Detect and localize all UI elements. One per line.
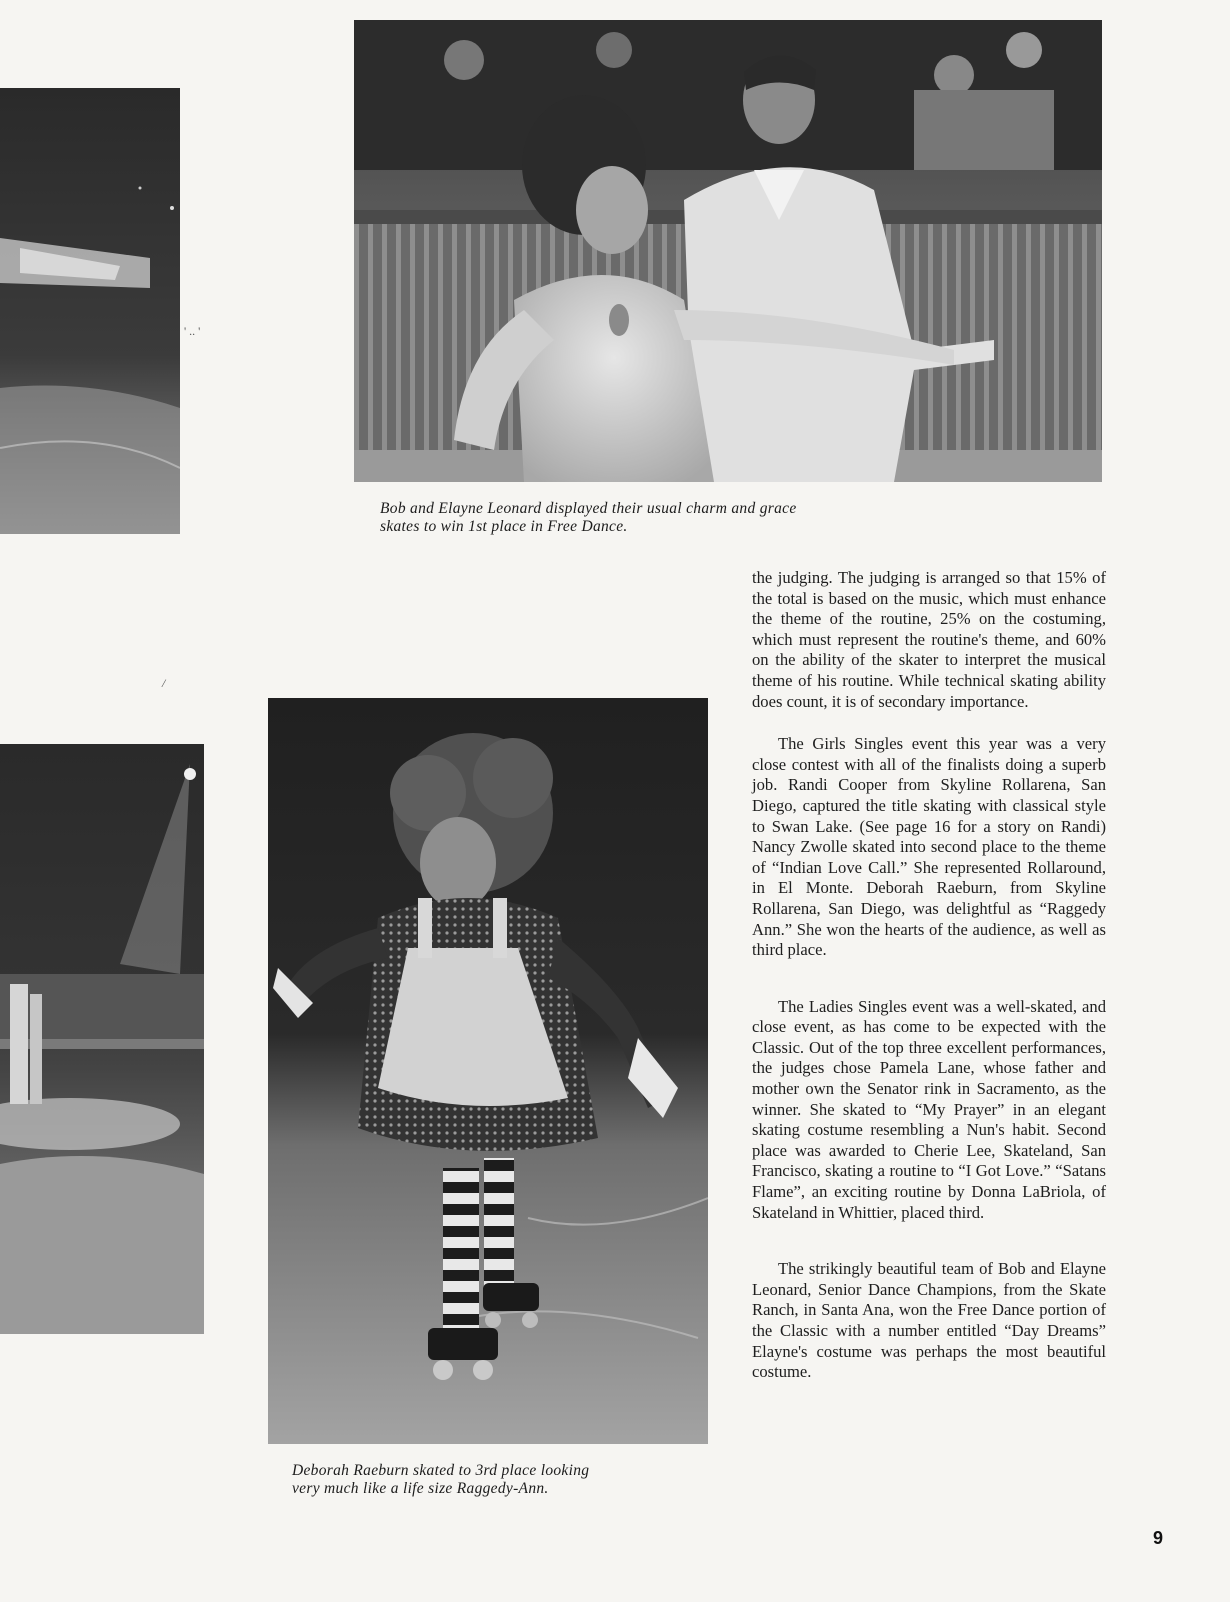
article-paragraph-4: The strikingly beautiful team of Bob and Elayne Leonard, Senior Dance Champions, from the Skate Ranch, in Santa Ana, won the Free Dance portion of the Classic with a number entitled “Day Dreams” Elayne's costume was perhaps the most beautiful costume. <box>752 1259 1106 1382</box>
article-body <box>752 568 1106 1405</box>
photo-leonard-pair-image <box>354 20 1102 482</box>
stray-mark-2: / <box>162 676 166 690</box>
caption-raeburn-line-2: very much like a life size Raggedy-Ann. <box>292 1480 549 1497</box>
article-paragraph-1: the judging. The judging is arranged so that 15% of the total is based on the music, which must enhance the theme of the routine, 25% on the costuming, which must represent the routine's theme, and 60% on the ability of the skater to interpret the musical theme of his routine. While technical skating ability does count, it is of secondary importance. <box>752 568 1106 711</box>
stray-mark: ' .. ' <box>184 324 201 338</box>
photo-mid-left-image <box>0 744 204 1334</box>
article-paragraph-3: The Ladies Singles event was a well-skated, and close event, as has come to be expected with the Classic. Out of the top three excellent performances, the judges chose Pamela Lane, whose father and mother own the Senator rink in Sacramento, as the winner. She skated to “My Prayer” in an elegant skating costume resembling a Nun's habit. Second place was awarded to Cherie Lee, Skateland, San Francisco, skating a routine to “I Got Love.” “Satans Flame”, an exciting routine by Donna LaBriola, of Skateland in Whittier, placed third. <box>752 996 1106 1222</box>
photo-leonard-pair <box>354 20 1102 482</box>
photo-top-left <box>0 88 180 534</box>
page-number: 9 <box>1153 1528 1164 1548</box>
photo-raggedy-ann <box>268 698 708 1444</box>
caption-raeburn-line-1: Deborah Raeburn skated to 3rd place looking <box>292 1462 590 1479</box>
photo-top-left-image <box>0 88 180 534</box>
photo-raggedy-ann-image <box>268 698 708 1444</box>
caption-leonard-line-2: skates to win 1st place in Free Dance. <box>380 518 628 535</box>
caption-leonard-line-1: Bob and Elayne Leonard displayed their usual charm and grace <box>380 500 797 517</box>
caption-leonard <box>380 500 1100 536</box>
photo-mid-left <box>0 744 204 1334</box>
caption-raeburn <box>292 1462 712 1498</box>
article-paragraph-2: The Girls Singles event this year was a very close contest with all of the finalists doing a superb job. Randi Cooper from Skyline Rollarena, San Diego, captured the title skating with classical style to Swan Lake. (See page 16 for a story on Randi) Nancy Zwolle skated into second place to the theme of “Indian Love Call.” She represented Rollaround, in El Monte. Deborah Raeburn, from Skyline Rollarena, San Diego, was delightful as “Raggedy Ann.” She won the hearts of the audience, as well as third place. <box>752 734 1106 960</box>
